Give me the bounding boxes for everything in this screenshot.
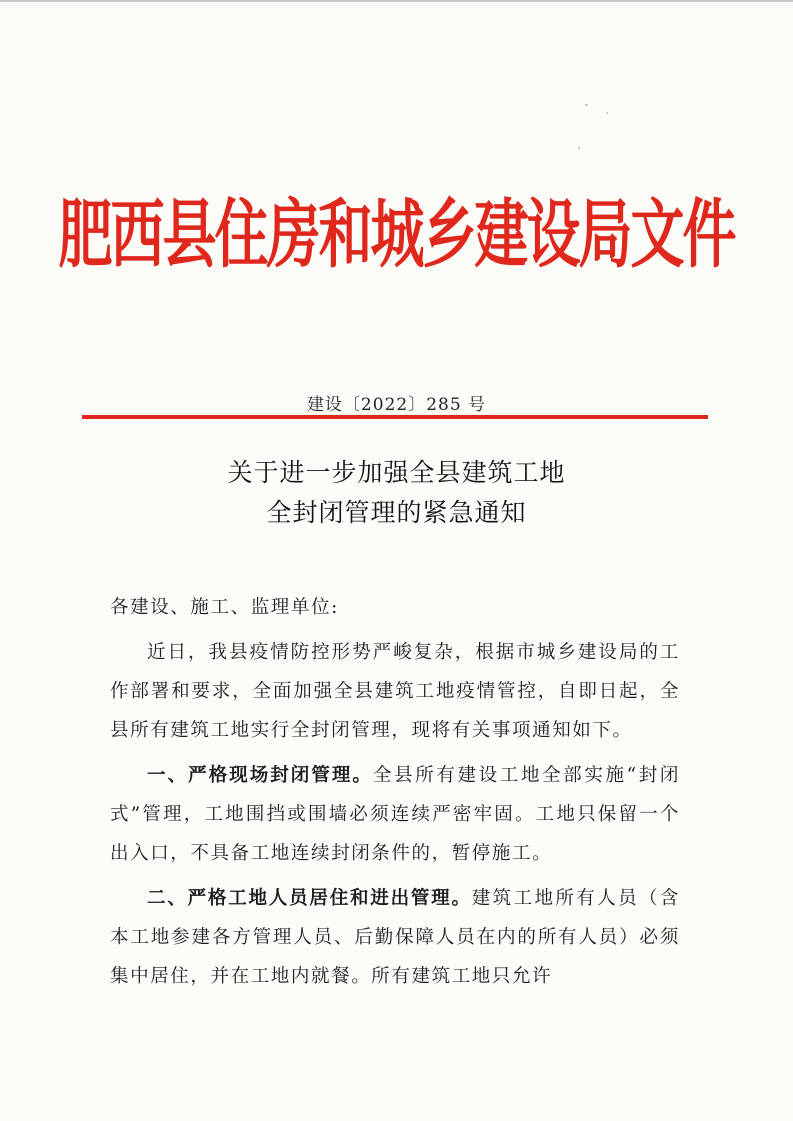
scan-speck xyxy=(585,104,588,106)
paragraph-intro: 近日，我县疫情防控形势严峻复杂，根据市城乡建设局的工作部署和要求，全面加强全县建筑工地疫情管控，自即日起，全县所有建筑工地实行全封闭管理，现将有关事项通知如下。 xyxy=(110,642,680,741)
document-number: 建设〔2022〕285 号 xyxy=(306,395,487,415)
scan-speck xyxy=(578,147,580,149)
item-1 xyxy=(110,756,680,873)
title-line-1: 关于进一步加强全县建筑工地 xyxy=(227,458,566,487)
title-line-2: 全封闭管理的紧急通知 xyxy=(266,498,527,527)
salutation: 各建设、施工、监理单位: xyxy=(110,597,339,618)
item-1-heading: 一、严格现场封闭管理。 xyxy=(147,765,373,786)
notice-title xyxy=(0,453,793,533)
item-1-text: 全县所有建设工地全部实施“封闭式”管理，工地围挡或围墙必须连续严密牢固。工地只保留一个出入口，不具备工地连续封闭条件的，暂停施工。 xyxy=(110,765,680,864)
notice-body xyxy=(110,588,680,1002)
issuing-authority-masthead: 肥西县住房和城乡建设局文件 xyxy=(58,190,735,278)
item-2 xyxy=(110,879,680,996)
scan-edge-line xyxy=(0,0,793,2)
item-2-heading: 二、严格工地人员居住和进出管理。 xyxy=(147,888,472,909)
scan-speck xyxy=(606,112,608,114)
red-separator-rule xyxy=(82,415,708,419)
item-2-text: 建筑工地所有人员（含本工地参建各方管理人员、后勤保障人员在内的所有人员）必须集中居住，并在工地内就餐。所有建筑工地只允许 xyxy=(110,888,680,987)
